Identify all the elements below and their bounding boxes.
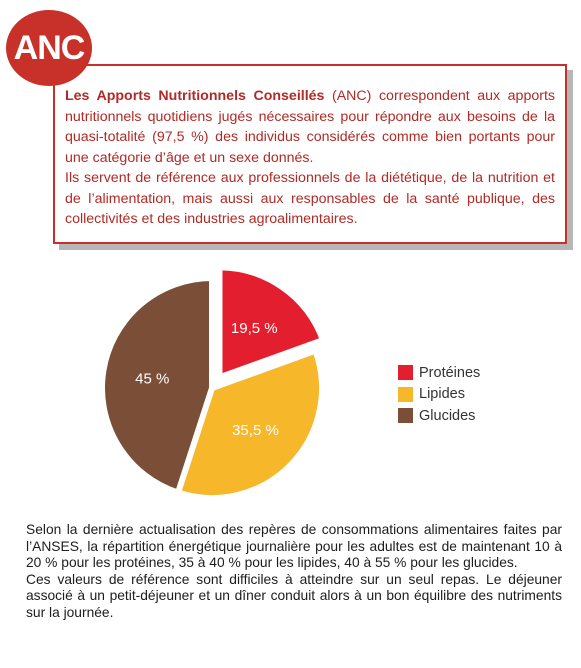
legend-item-glucides [398, 405, 480, 427]
anc-badge-label: ANC [13, 28, 85, 67]
legend-label: Protéines [419, 364, 481, 381]
pie-chart [0, 260, 400, 510]
legend-label: Lipides [419, 386, 465, 403]
recommendation-paragraph: Selon la dernière actualisation des repères de consommations alimentaires faites par l’ANSES, la répartition énergétique journalière pour les adultes est de maintenant 10 à 20 % pour les protéines, 35 à 40 % pour les lipides, 40 à 55 % pour les glucides. [26, 522, 562, 571]
legend-swatch [398, 365, 413, 380]
anc-definition-box [53, 64, 567, 244]
legend-item-protéines [398, 362, 480, 384]
chart-legend [398, 362, 480, 427]
legend-label: Glucides [419, 407, 476, 424]
pie-label-protéines: 19,5 % [230, 319, 278, 337]
pie-label-glucides: 45 % [135, 370, 170, 388]
legend-item-lipides [398, 384, 480, 406]
definition-text: (ANC) correspondent aux apports nutritionnels quotidiens jugés nécessaires pour répondre aux besoins de la quasi-totalité (97,5 %) des individus considérés comme bien portants pour une catégorie d’âge et un sexe donnés. [65, 88, 555, 166]
conclusion-paragraph: Ces valeurs de référence sont difficiles à atteindre sur un seul repas. Le déjeuner associé à un petit-déjeuner et un dîner conduit alors à un bon équilibre des nutriments sur la journée. [26, 571, 562, 620]
legend-swatch [398, 408, 413, 423]
definition-paragraph [65, 86, 555, 168]
recommendation-text [26, 522, 562, 622]
definition-title: Les Apports Nutritionnels Conseillés [65, 88, 325, 104]
pie-label-lipides: 35,5 % [232, 422, 279, 440]
legend-swatch [398, 387, 413, 402]
reference-paragraph: Ils servent de référence aux professionnels de la diététique, de la nutrition et de l’alimentation, mais aussi aux responsables de la santé publique, des collectivités et des industries agroalimentaires. [65, 170, 555, 227]
anc-badge [6, 10, 92, 86]
